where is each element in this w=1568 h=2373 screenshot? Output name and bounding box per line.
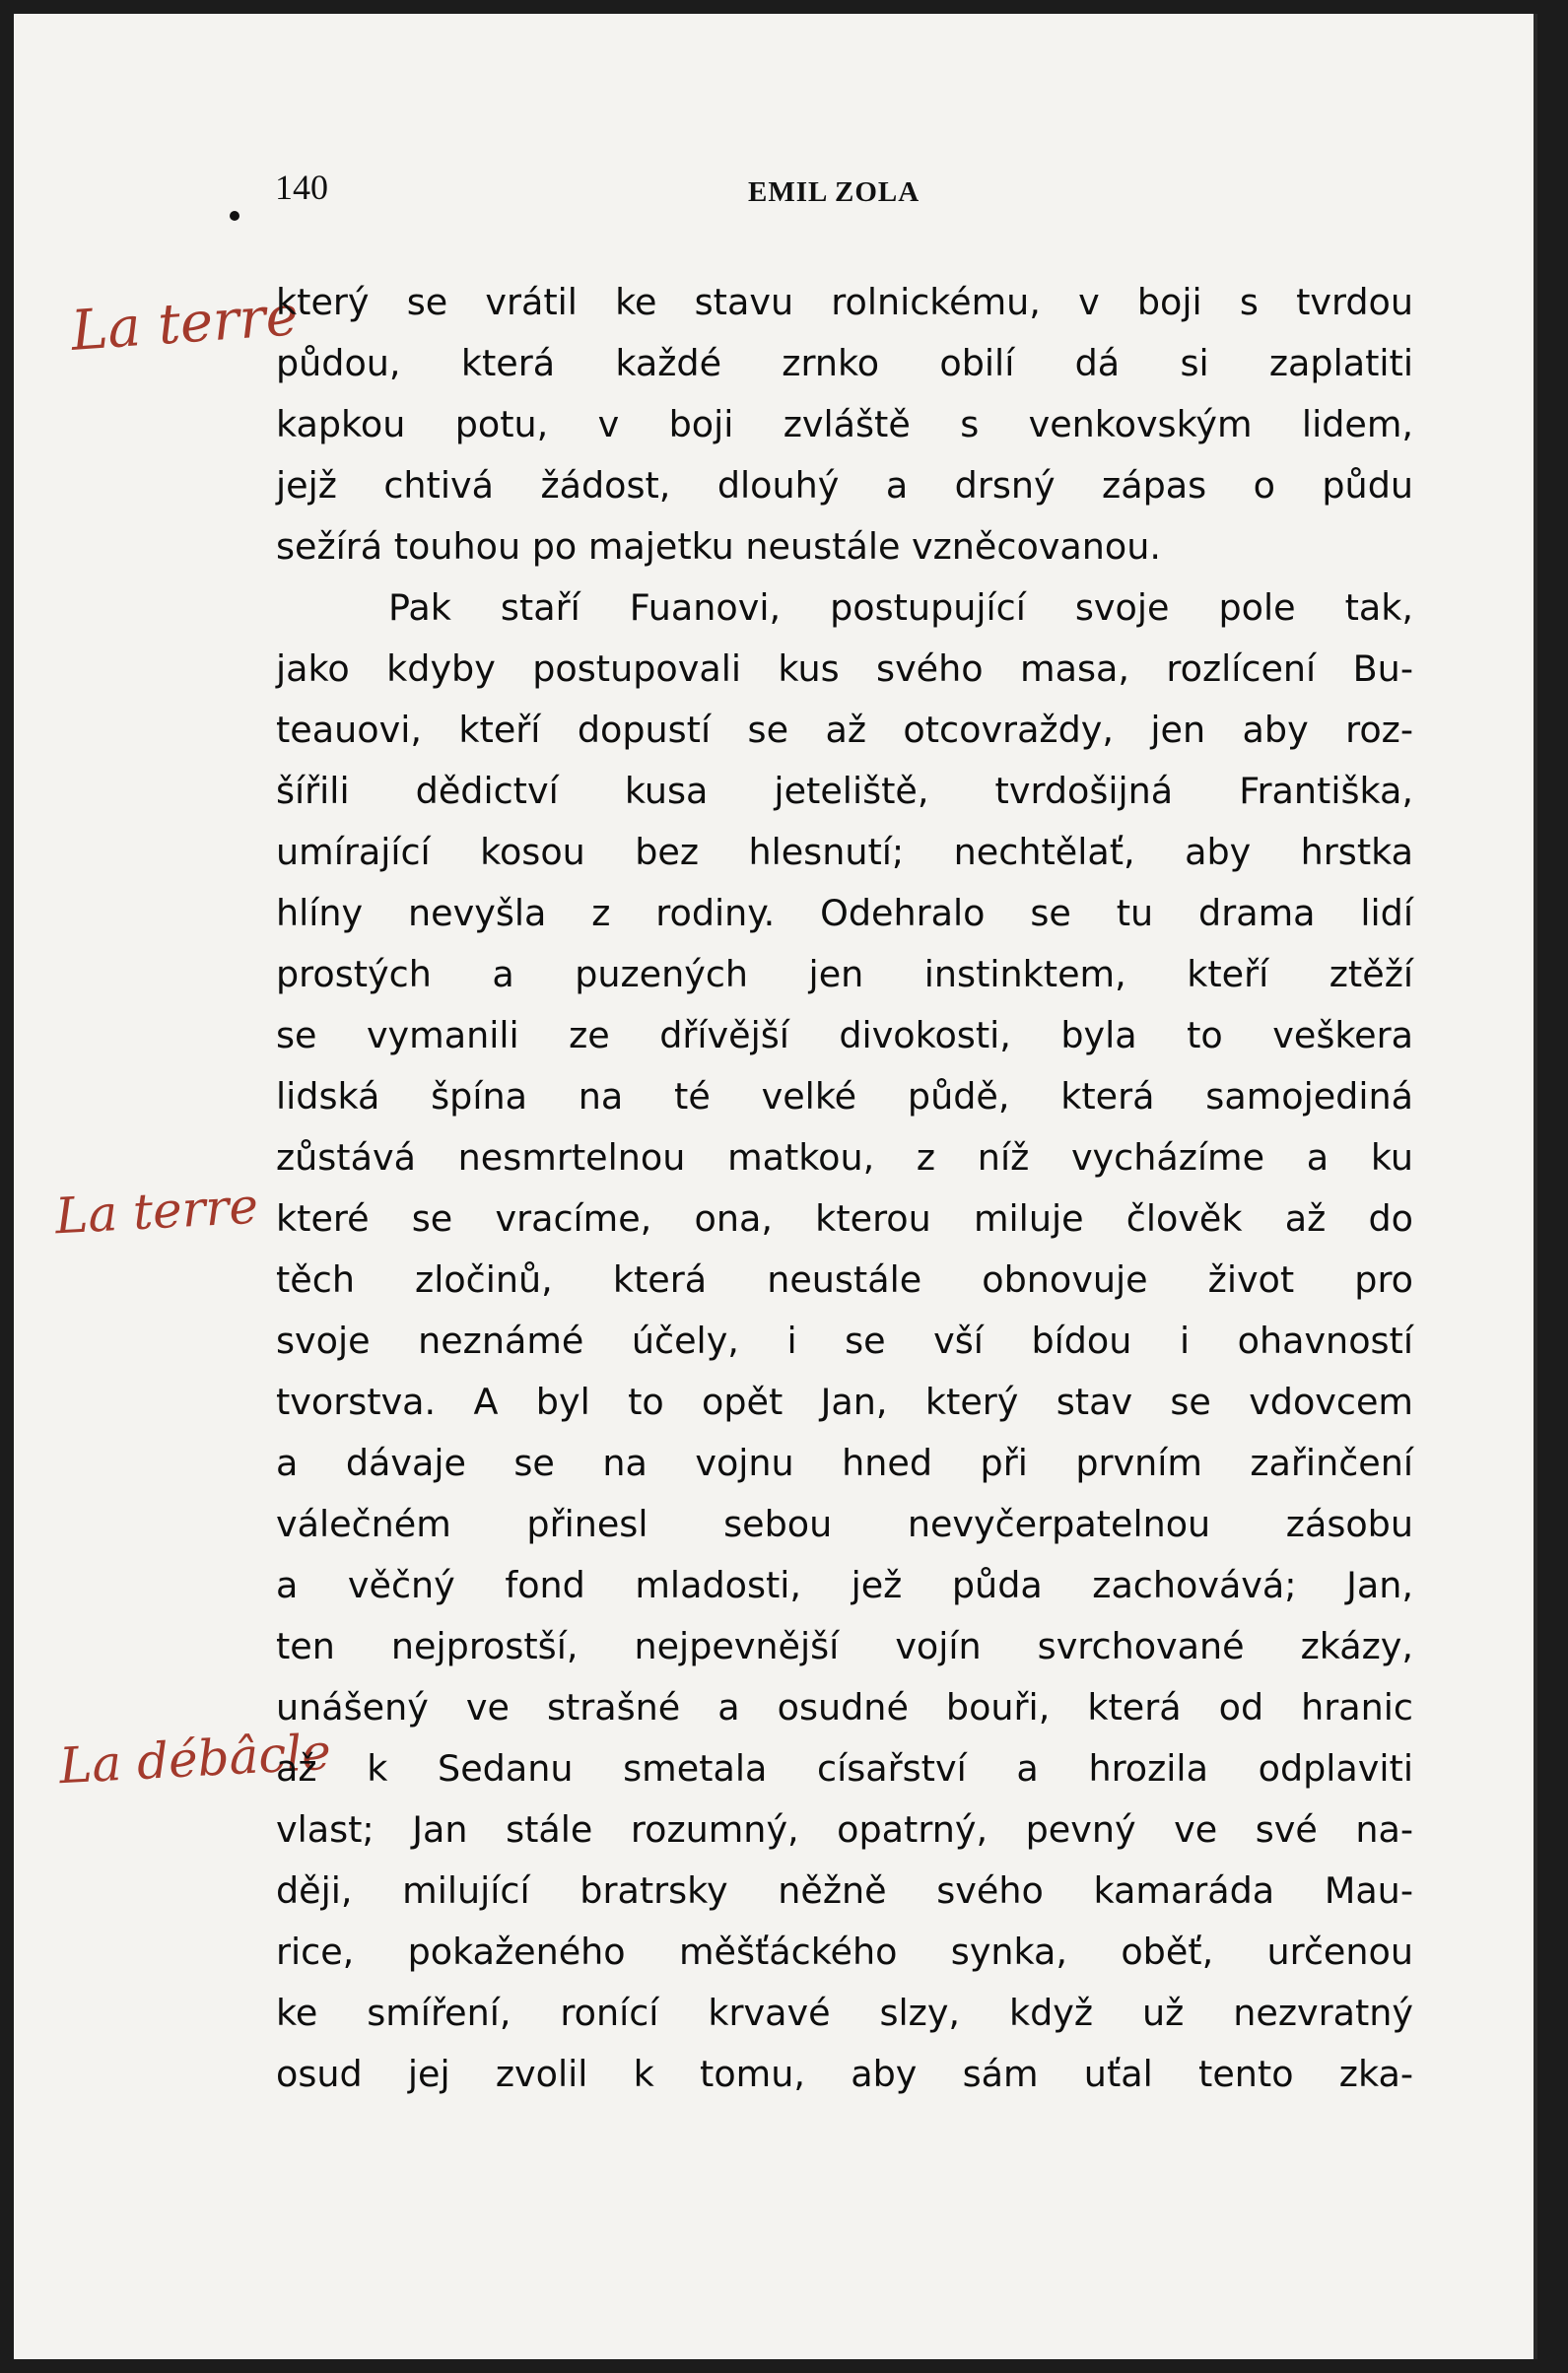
- text-line: Pak staří Fuanovi, postupující svoje pole tak,: [388, 586, 1413, 629]
- text-line: umírající kosou bez hlesnutí; nechtělať, aby hrstka: [276, 831, 1413, 873]
- text-line: vlast; Jan stále rozumný, opatrný, pevný ve své na-: [276, 1808, 1413, 1851]
- text-line: ten nejprostší, nejpevnější vojín svrchované zkázy,: [276, 1625, 1413, 1667]
- text-line: těch zločinů, která neustále obnovuje život pro: [276, 1258, 1413, 1301]
- text-line: které se vracíme, ona, kterou miluje člověk až do: [276, 1197, 1413, 1240]
- ink-dot: [230, 211, 239, 221]
- handwritten-margin-note: La débâcle: [57, 1723, 333, 1796]
- handwritten-margin-note: La terre: [69, 284, 301, 364]
- body-text: [276, 272, 1413, 2105]
- text-line: rice, pokaženého měšťáckého synka, oběť, určenou: [276, 1931, 1413, 1973]
- running-head: EMIL ZOLA: [748, 176, 920, 208]
- text-line: se vymanili ze dřívější divokosti, byla to veškera: [276, 1014, 1413, 1056]
- text-line: válečném přinesl sebou nevyčerpatelnou zásobu: [276, 1503, 1413, 1545]
- text-line: a dávaje se na vojnu hned při prvním zařinčení: [276, 1442, 1413, 1484]
- text-line: tvorstva. A byl to opět Jan, který stav se vdovcem: [276, 1381, 1413, 1423]
- text-line: který se vrátil ke stavu rolnickému, v boji s tvrdou: [276, 281, 1413, 323]
- text-line: kapkou potu, v boji zvláště s venkovským lidem,: [276, 403, 1413, 445]
- text-line: prostých a puzených jen instinktem, kteří ztěží: [276, 953, 1413, 995]
- text-line: půdou, která každé zrnko obilí dá si zaplatiti: [276, 342, 1413, 384]
- page-number: 140: [275, 168, 328, 207]
- text-line: ke smíření, ronící krvavé slzy, když už nezvratný: [276, 1992, 1413, 2034]
- text-line: unášený ve strašné a osudné bouři, která od hranic: [276, 1686, 1413, 1729]
- text-line: teauovi, kteří dopustí se až otcovraždy, jen aby roz-: [276, 709, 1413, 751]
- text-line: šířili dědictví kusa jeteliště, tvrdošijná Františka,: [276, 770, 1413, 812]
- text-line: svoje neznámé účely, i se vší bídou i ohavností: [276, 1320, 1413, 1362]
- text-line: jako kdyby postupovali kus svého masa, rozlícení Bu-: [276, 647, 1413, 690]
- text-line: hlíny nevyšla z rodiny. Odehralo se tu drama lidí: [276, 892, 1413, 934]
- text-line: až k Sedanu smetala císařství a hrozila odplaviti: [276, 1747, 1413, 1790]
- book-page: [14, 14, 1537, 2359]
- handwritten-margin-note: La terre: [53, 1177, 260, 1246]
- text-line: sežírá touhou po majetku neustále vzněcovanou.: [276, 525, 1161, 568]
- text-line: jejž chtivá žádost, dlouhý a drsný zápas o půdu: [276, 464, 1413, 507]
- text-line: lidská špína na té velké půdě, která samojediná: [276, 1075, 1413, 1118]
- text-line: ději, milující bratrsky něžně svého kamaráda Mau-: [276, 1869, 1413, 1912]
- text-line: a věčný fond mladosti, jež půda zachovává; Jan,: [276, 1564, 1413, 1606]
- text-line: zůstává nesmrtelnou matkou, z níž vycházíme a ku: [276, 1136, 1413, 1179]
- text-line: osud jej zvolil k tomu, aby sám uťal tento zka-: [276, 2053, 1413, 2095]
